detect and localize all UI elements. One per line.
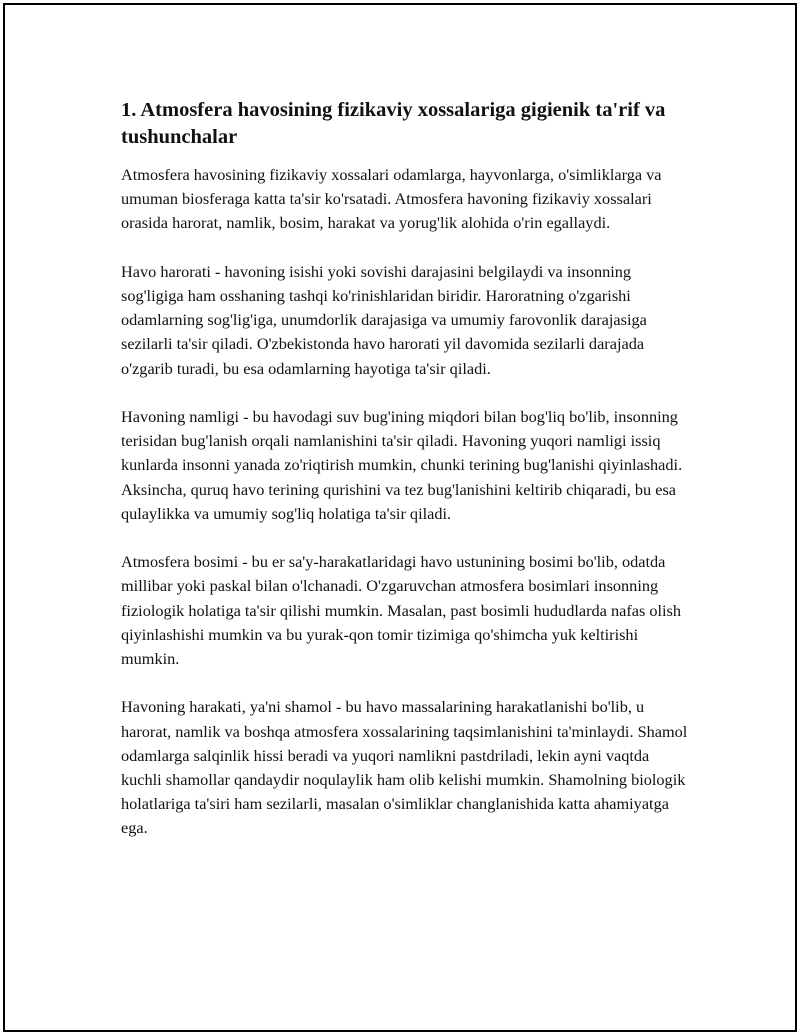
paragraph-wind: Havoning harakati, ya'ni shamol - bu havo massalarining harakatlanishi bo'lib, u harorat, namlik va boshqa atmosfera xossalarining taqsimlanishini ta'minlaydi. Shamol odamlarga salqinlik hissi beradi va yuqori namlikni pastdriladi, lekin ayni vaqtda kuchli shamollar qandaydir noqulaylik ham olib kelishi mumkin. Shamolning biologik holatlariga ta'siri ham sezilarli, masalan o'simliklar changlanishida katta ahamiyatga ega. [121,697,688,838]
page-frame [3,3,797,1032]
paragraph-intro: Atmosfera havosining fizikaviy xossalari odamlarga, hayvonlarga, o'simliklarga va umuman biosferaga katta ta'sir ko'rsatadi. Atmosfera havoning fizikaviy xossalari orasida harorat, namlik, bosim, harakat va yorug'lik alohida o'rin egallaydi. [121,165,662,233]
paragraph-temperature: Havo harorati - havoning isishi yoki sovishi darajasini belgilaydi va insonning sog'ligiga ham osshaning tashqi ko'rinishlaridan biridir. Haroratning o'zgarishi odamlarning sog'lig'iga, unumdorlik darajasiga va umumiy farovonlik darajasiga sezilarli ta'sir qiladi. O'zbekistonda havo harorati yil davomida sezilarli darajada o'zgarib turadi, bu esa odamlarning hayotiga ta'sir qiladi. [121,261,647,378]
page-title: 1. Atmosfera havosining fizikaviy xossalariga gigienik ta'rif va tushunchalar [121,99,666,148]
paragraph-pressure: Atmosfera bosimi - bu er sa'y-harakatlaridagi havo ustunining bosimi bo'lib, odatda millibar yoki paskal bilan o'lchanadi. O'zgaruvchan atmosfera bosimlari insonning fiziologik holatiga ta'sir qilishi mumkin. Masalan, past bosimli hududlarda nafas olish qiyinlashishi mumkin va bu yurak-qon tomir tizimiga qo'shimcha yuk keltirishi mumkin. [121,552,682,669]
document-body [121,97,689,865]
paragraph-humidity: Havoning namligi - bu havodagi suv bug'ining miqdori bilan bog'liq bo'lib, insonning terisidan bug'lanish orqali namlanishini ta'sir qiladi. Havoning yuqori namligi issiq kunlarda insonni yanada zo'riqtirish mumkin, chunki terining bug'lanishi qiyinlashadi. Aksincha, quruq havo terining qurishini va tez bug'lanishini keltirib chiqaradi, bu esa qulaylikka va umumiy sog'liq holatiga ta'sir qiladi. [121,407,683,523]
